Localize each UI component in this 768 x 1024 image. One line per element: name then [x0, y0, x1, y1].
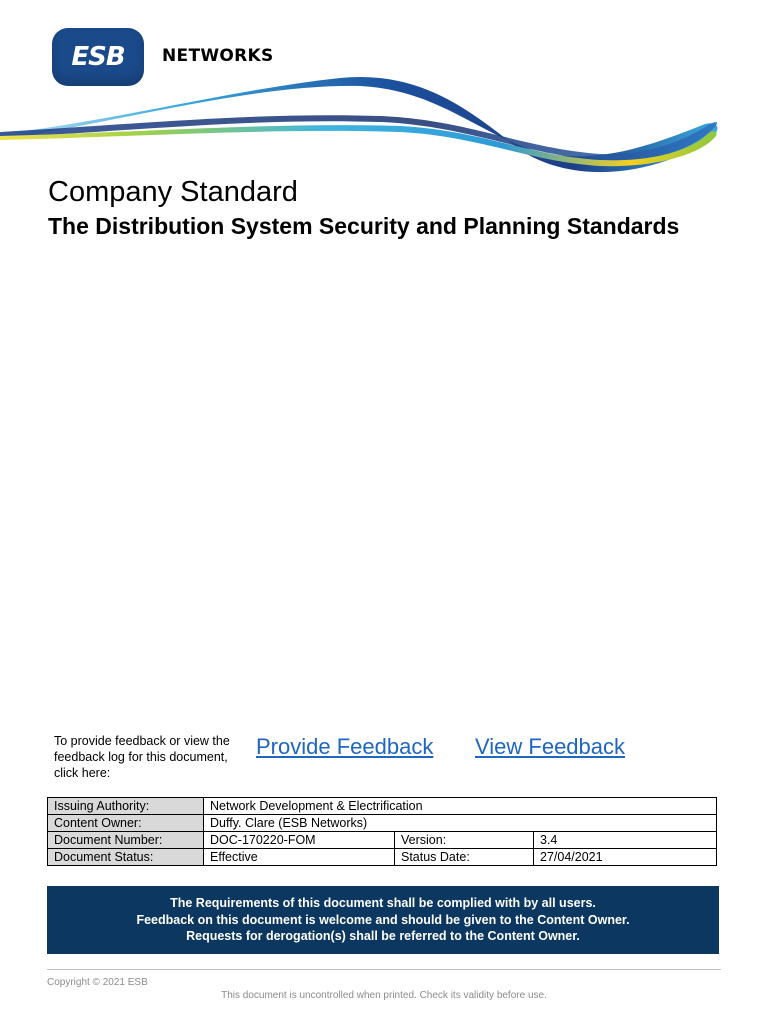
- feedback-prompt: To provide feedback or view the feedback log for this document, click here:: [54, 734, 230, 780]
- content-owner-value: Duffy. Clare (ESB Networks): [204, 815, 717, 832]
- requirements-line-1: The Requirements of this document shall be complied with by all users.: [170, 896, 596, 911]
- uncontrolled-notice: This document is uncontrolled when printed. Check its validity before use.: [221, 990, 547, 1001]
- document-number-label: Document Number:: [48, 832, 204, 849]
- brand-swoosh-graphic: [0, 70, 768, 190]
- status-date-label: Status Date:: [395, 849, 534, 866]
- issuing-authority-label: Issuing Authority:: [48, 798, 204, 815]
- document-status-value: Effective: [204, 849, 395, 866]
- table-row: [48, 815, 717, 832]
- table-row: [48, 849, 717, 866]
- copyright-text: Copyright © 2021 ESB: [47, 977, 148, 988]
- brand-name: NETWORKS: [162, 46, 274, 66]
- requirements-notice: [47, 886, 719, 954]
- requirements-line-2: Feedback on this document is welcome and should be given to the Content Owner.: [136, 912, 630, 927]
- document-status-label: Document Status:: [48, 849, 204, 866]
- document-type: Company Standard: [48, 176, 298, 208]
- requirements-line-3: Requests for derogation(s) shall be referred to the Content Owner.: [186, 929, 580, 944]
- version-value: 3.4: [534, 832, 717, 849]
- footer-divider: [47, 969, 721, 970]
- logo-badge-text: ESB: [71, 42, 125, 72]
- table-row: [48, 798, 717, 815]
- version-label: Version:: [395, 832, 534, 849]
- document-title: The Distribution System Security and Planning Standards: [48, 213, 680, 239]
- provide-feedback-link[interactable]: Provide Feedback: [256, 734, 434, 759]
- status-date-value: 27/04/2021: [534, 849, 717, 866]
- document-number-value: DOC-170220-FOM: [204, 832, 395, 849]
- view-feedback-link[interactable]: View Feedback: [475, 734, 626, 759]
- content-owner-label: Content Owner:: [48, 815, 204, 832]
- table-row: [48, 832, 717, 849]
- document-metadata-table: [47, 797, 717, 866]
- issuing-authority-value: Network Development & Electrification: [204, 798, 717, 815]
